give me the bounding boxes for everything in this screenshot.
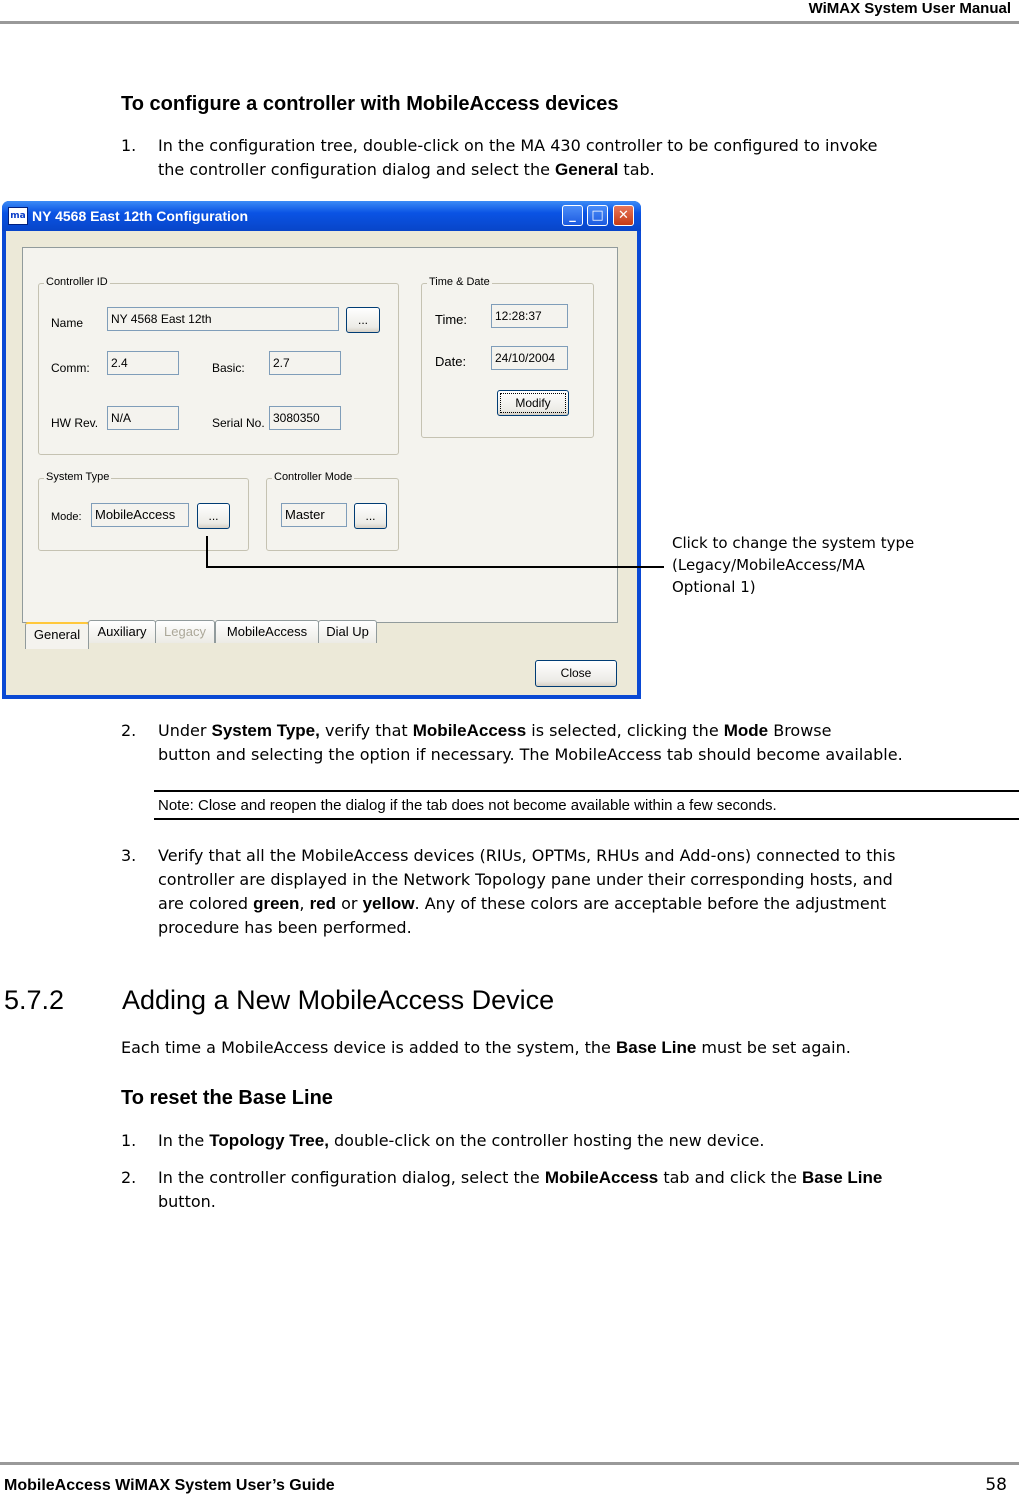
- modify-button[interactable]: Modify: [497, 390, 569, 416]
- section-number: 5.7.2: [4, 985, 65, 1015]
- mode-label: Mode:: [51, 511, 82, 523]
- controller-mode-field[interactable]: Master: [281, 503, 347, 527]
- callout-text: Click to change the system type (Legacy/MobileAccess/MA Optional 1): [672, 534, 915, 596]
- step-3-text: Verify that all the MobileAccess devices (RIUs, OPTMs, RHUs and Add-ons) connected to this controller are displayed in the Network Topology pane under their corresponding hosts, and are colored green, red or yellow. Any of these colors are acceptable before the adjustment procedure has been performed.: [158, 846, 896, 937]
- procedure-heading: To reset the Base Line: [121, 1087, 333, 1109]
- app-icon: ma: [8, 207, 28, 225]
- footer-rule: [0, 1462, 1019, 1465]
- window-title: NY 4568 East 12th Configuration: [32, 208, 249, 224]
- tab-dial-up[interactable]: Dial Up: [318, 620, 377, 643]
- mode-browse-button[interactable]: ...: [197, 503, 230, 529]
- step-number: 2.: [121, 721, 137, 740]
- section-heading: To configure a controller with MobileAccess devices: [121, 93, 619, 115]
- step-2-text: Under System Type, verify that MobileAccess is selected, clicking the Mode Browse button and selecting the option if necessary. The MobileAccess tab should become available.: [158, 721, 903, 764]
- close-button[interactable]: Close: [535, 660, 617, 687]
- maximize-button[interactable]: □: [587, 205, 608, 226]
- mode-field[interactable]: MobileAccess: [91, 503, 189, 527]
- group-label: Controller Mode: [274, 471, 353, 483]
- name-browse-button[interactable]: ...: [346, 307, 380, 333]
- header-title: WiMAX System User Manual: [808, 0, 1011, 17]
- note-box: Note: Close and reopen the dialog if the tab does not become available within a few seconds.: [154, 790, 1019, 820]
- comm-field[interactable]: 2.4: [107, 351, 179, 375]
- footer-guide-title: MobileAccess WiMAX System User’s Guide: [4, 1477, 335, 1494]
- tab-legacy: Legacy: [155, 620, 215, 643]
- basic-field[interactable]: 2.7: [269, 351, 341, 375]
- minimize-button[interactable]: _: [562, 205, 583, 226]
- section-title-text: Adding a New MobileAccess Device: [122, 985, 555, 1015]
- group-label: Time & Date: [429, 276, 490, 288]
- group-label: System Type: [46, 471, 110, 483]
- basic-label: Basic:: [212, 361, 245, 375]
- time-field[interactable]: 12:28:37: [491, 304, 568, 328]
- step-number: 1.: [121, 136, 137, 155]
- serial-field[interactable]: 3080350: [269, 406, 341, 430]
- serial-label: Serial No.: [212, 416, 265, 430]
- reset-step-1-text: In the Topology Tree, double-click on the controller hosting the new device.: [158, 1131, 765, 1150]
- tab-auxiliary[interactable]: Auxiliary: [88, 620, 156, 643]
- date-label: Date:: [435, 354, 467, 369]
- tab-general[interactable]: General: [25, 622, 89, 649]
- section-intro: Each time a MobileAccess device is added to the system, the Base Line must be set again.: [121, 1038, 851, 1057]
- hw-rev-label: HW Rev.: [51, 416, 99, 430]
- step-number: 3.: [121, 846, 137, 865]
- step-number: 2.: [121, 1168, 137, 1187]
- hw-rev-field[interactable]: N/A: [107, 406, 179, 430]
- step-1-text: In the configuration tree, double-click on the MA 430 controller to be configured to invoke the controller configuration dialog and select the General tab.: [158, 136, 878, 179]
- section-title: [4, 985, 555, 1016]
- time-label: Time:: [435, 312, 468, 327]
- name-field[interactable]: NY 4568 East 12th: [107, 307, 339, 331]
- close-window-button[interactable]: ✕: [613, 205, 634, 226]
- comm-label: Comm:: [51, 361, 90, 375]
- reset-step-2-text: In the controller configuration dialog, select the MobileAccess tab and click the Base Line button.: [158, 1168, 883, 1211]
- date-field[interactable]: 24/10/2004: [491, 346, 568, 370]
- group-label: Controller ID: [46, 276, 108, 288]
- controller-mode-browse-button[interactable]: ...: [354, 503, 387, 529]
- step-number: 1.: [121, 1131, 137, 1150]
- name-label: Name: [51, 316, 84, 330]
- page-number: 58: [985, 1475, 1007, 1495]
- tab-mobileaccess[interactable]: MobileAccess: [215, 620, 319, 643]
